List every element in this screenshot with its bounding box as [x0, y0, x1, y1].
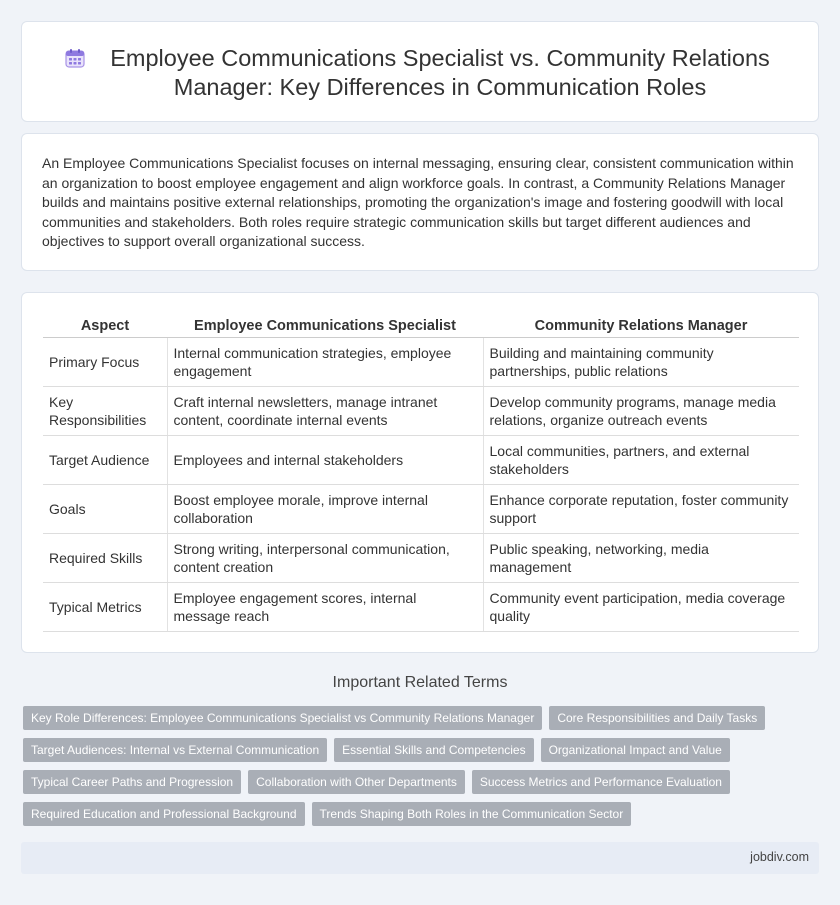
row-manager-cell: Enhance corporate reputation, foster community support	[483, 484, 799, 533]
footer	[21, 842, 819, 874]
table-header-row	[43, 315, 799, 337]
table-row	[43, 386, 799, 435]
table-row	[43, 435, 799, 484]
row-manager-cell: Public speaking, networking, media management	[483, 533, 799, 582]
row-manager-cell: Local communities, partners, and external stakeholders	[483, 435, 799, 484]
row-specialist-cell: Strong writing, interpersonal communication, content creation	[167, 533, 483, 582]
header-community-relations-manager: Community Relations Manager	[483, 315, 799, 337]
related-term-tag[interactable]: Essential Skills and Competencies	[334, 738, 533, 762]
header-aspect: Aspect	[43, 315, 167, 337]
related-term-tag[interactable]: Required Education and Professional Background	[23, 802, 305, 826]
comparison-table	[43, 315, 799, 632]
intro-paragraph: An Employee Communications Specialist focuses on internal messaging, ensuring clear, consistent communication within an organization to boost employee engagement and align workforce goals. In contrast, a Community Relations Manager builds and maintains positive external relationships, promoting the organization's image and fostering goodwill with local communities and stakeholders. Both roles require strategic communication skills but target different audiences and objectives to support overall organizational success.	[42, 155, 794, 249]
related-terms-list	[23, 706, 813, 834]
related-term-tag[interactable]: Collaboration with Other Departments	[248, 770, 465, 794]
row-specialist-cell: Craft internal newsletters, manage intranet content, coordinate internal events	[167, 386, 483, 435]
row-aspect: Primary Focus	[43, 337, 167, 386]
row-aspect: Goals	[43, 484, 167, 533]
header-employee-communications-specialist: Employee Communications Specialist	[167, 315, 483, 337]
intro-card	[21, 133, 819, 271]
table-row	[43, 484, 799, 533]
related-term-tag[interactable]: Core Responsibilities and Daily Tasks	[549, 706, 765, 730]
comparison-card	[21, 292, 819, 653]
footer-site-link[interactable]: jobdiv.com	[750, 850, 809, 864]
related-term-tag[interactable]: Organizational Impact and Value	[541, 738, 730, 762]
row-specialist-cell: Boost employee morale, improve internal collaboration	[167, 484, 483, 533]
row-aspect: Required Skills	[43, 533, 167, 582]
row-specialist-cell: Employee engagement scores, internal message reach	[167, 582, 483, 631]
table-row	[43, 337, 799, 386]
related-term-tag[interactable]: Success Metrics and Performance Evaluation	[472, 770, 730, 794]
row-manager-cell: Develop community programs, manage media relations, organize outreach events	[483, 386, 799, 435]
related-term-tag[interactable]: Target Audiences: Internal vs External Communication	[23, 738, 327, 762]
table-row	[43, 533, 799, 582]
row-specialist-cell: Internal communication strategies, employee engagement	[167, 337, 483, 386]
row-manager-cell: Community event participation, media coverage quality	[483, 582, 799, 631]
row-manager-cell: Building and maintaining community partnerships, public relations	[483, 337, 799, 386]
title-card	[21, 21, 819, 122]
row-aspect: Key Responsibilities	[43, 386, 167, 435]
table-row	[43, 582, 799, 631]
row-aspect: Typical Metrics	[43, 582, 167, 631]
related-term-tag[interactable]: Typical Career Paths and Progression	[23, 770, 241, 794]
row-aspect: Target Audience	[43, 435, 167, 484]
related-term-tag[interactable]: Trends Shaping Both Roles in the Communication Sector	[312, 802, 632, 826]
row-specialist-cell: Employees and internal stakeholders	[167, 435, 483, 484]
related-term-tag[interactable]: Key Role Differences: Employee Communications Specialist vs Community Relations Manager	[23, 706, 542, 730]
related-terms-heading: Important Related Terms	[332, 674, 508, 691]
page-title: Employee Communications Specialist vs. Community Relations Manager: Key Differences in Communication Roles	[110, 45, 770, 100]
